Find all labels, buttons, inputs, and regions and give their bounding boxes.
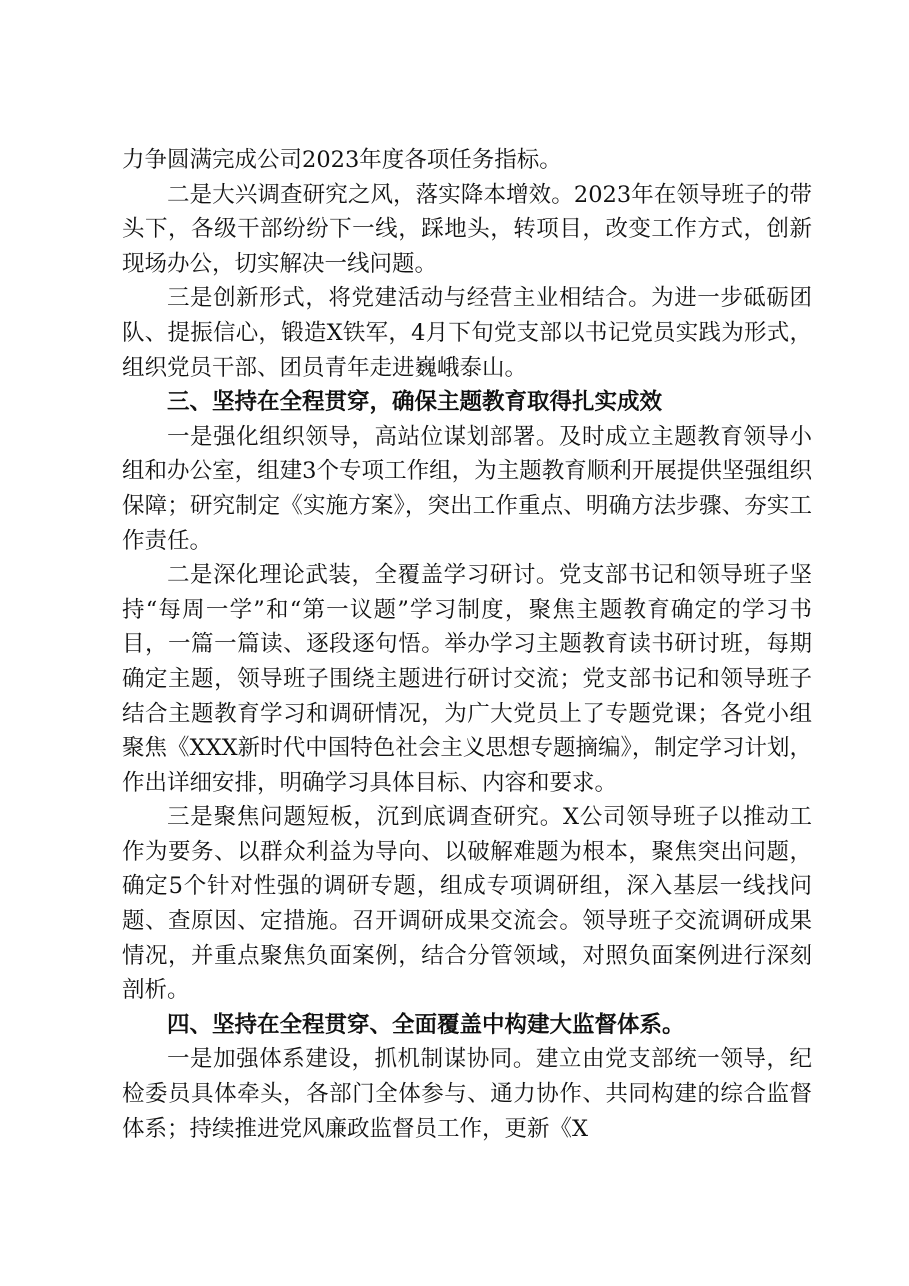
paragraph-continuation: 力争圆满完成公司2023年度各项任务指标。 [122, 147, 562, 173]
document-body [122, 143, 812, 1146]
paragraph-problems: 三是聚焦问题短板，沉到底调查研究。X公司领导班子以推动工作为要务、以群众利益为导向、以破解难题为根本，聚焦突出问题，确定5个针对性强的调研专题，组成专项调研组，深入基层一线找问题、查原因、定措施。召开调研成果交流会。领导班子交流调研成果情况，并重点聚焦负面案例，结合分管领域，对照负面案例进行深刻剖析。 [122, 804, 812, 1004]
paragraph-theory: 二是深化理论武装，全覆盖学习研讨。党支部书记和领导班子坚持“每周一学”和“第一议题”学习制度，聚焦主题教育确定的学习书目，一篇一篇读、逐段逐句悟。举办学习主题教育读书研讨班，每期确定主题，领导班子围绕主题进行研讨交流；党支部书记和领导班子结合主题教育学习和调研情况，为广大党员上了专题党课；各党小组聚焦《XXX新时代中国特色社会主义思想专题摘编》，制定学习计划，作出详细安排，明确学习具体目标、内容和要求。 [122, 562, 812, 796]
paragraph-organization: 一是强化组织领导，高站位谋划部署。及时成立主题教育领导小组和办公室，组建3个专项工作组，为主题教育顺利开展提供坚强组织保障；研究制定《实施方案》，突出工作重点、明确方法步骤、夯实工作责任。 [122, 423, 812, 554]
paragraph-research: 二是大兴调查研究之风，落实降本增效。2023年在领导班子的带头下，各级干部纷纷下一线，踩地头，转项目，改变工作方式，创新现场办公，切实解决一线问题。 [122, 181, 812, 277]
paragraph-supervision: 一是加强体系建设，抓机制谋协同。建立由党支部统一领导，纪检委员具体牵头，各部门全体参与、通力协作、共同构建的综合监督体系；持续推进党风廉政监督员工作，更新《X [122, 1046, 812, 1142]
paragraph-innovation: 三是创新形式，将党建活动与经营主业相结合。为进一步砥砺团队、提振信心，锻造X铁军，4月下旬党支部以书记党员实践为形式，组织党员干部、团员青年走进巍峨泰山。 [122, 285, 812, 381]
section-heading-4: 四、坚持在全程贯穿、全面覆盖中构建大监督体系。 [167, 1011, 685, 1038]
section-heading-3: 三、坚持在全程贯穿，确保主题教育取得扎实成效 [167, 389, 663, 416]
